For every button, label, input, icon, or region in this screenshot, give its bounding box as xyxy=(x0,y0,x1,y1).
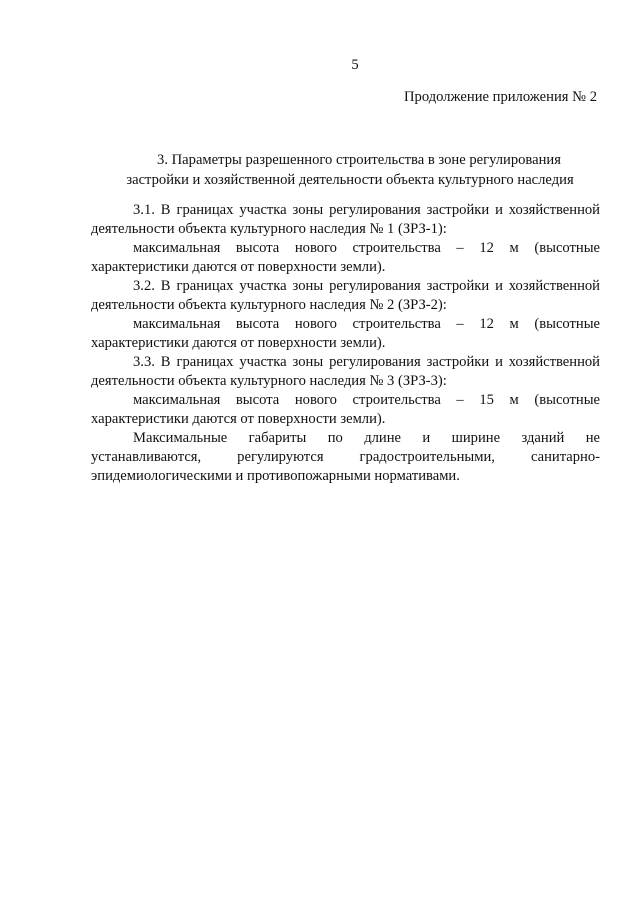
section-title xyxy=(90,150,610,190)
paragraph xyxy=(91,353,600,391)
paragraph xyxy=(91,315,600,353)
paragraph-line: деятельности объекта культурного наследия № 2 (ЗРЗ-2): xyxy=(91,297,447,313)
appendix-continuation-label: Продолжение приложения № 2 xyxy=(404,89,597,105)
paragraph-line: характеристики даются от поверхности земли). xyxy=(91,411,386,427)
paragraph-line: устанавливаются, регулируются градостроительными, санитарно- xyxy=(91,449,600,465)
paragraph-line: максимальная высота нового строительства – 12 м (высотные xyxy=(133,240,600,256)
paragraph-line: максимальная высота нового строительства – 15 м (высотные xyxy=(133,392,600,408)
section-title-line: 3. Параметры разрешенного строительства в зоне регулирования xyxy=(157,152,561,168)
paragraph-line: характеристики даются от поверхности земли). xyxy=(91,335,386,351)
paragraph-line: характеристики даются от поверхности земли). xyxy=(91,259,386,275)
paragraph-line: максимальная высота нового строительства – 12 м (высотные xyxy=(133,316,600,332)
paragraph xyxy=(91,201,600,239)
paragraph-line: 3.1. В границах участка зоны регулирования застройки и хозяйственной xyxy=(133,202,600,218)
paragraph xyxy=(91,239,600,277)
section-title-line: застройки и хозяйственной деятельности объекта культурного наследия xyxy=(126,172,574,188)
paragraph-line: деятельности объекта культурного наследия № 1 (ЗРЗ-1): xyxy=(91,221,447,237)
page-number: 5 xyxy=(351,57,359,73)
paragraph xyxy=(91,429,600,486)
paragraph xyxy=(91,391,600,429)
paragraph-line: 3.3. В границах участка зоны регулирования застройки и хозяйственной xyxy=(133,354,600,370)
paragraph-line: деятельности объекта культурного наследия № 3 (ЗРЗ-3): xyxy=(91,373,447,389)
paragraph-line: Максимальные габариты по длине и ширине зданий не xyxy=(133,430,600,446)
document-body xyxy=(91,201,600,486)
paragraph-line: 3.2. В границах участка зоны регулирования застройки и хозяйственной xyxy=(133,278,600,294)
paragraph xyxy=(91,277,600,315)
paragraph-line: эпидемиологическими и противопожарными нормативами. xyxy=(91,468,460,484)
